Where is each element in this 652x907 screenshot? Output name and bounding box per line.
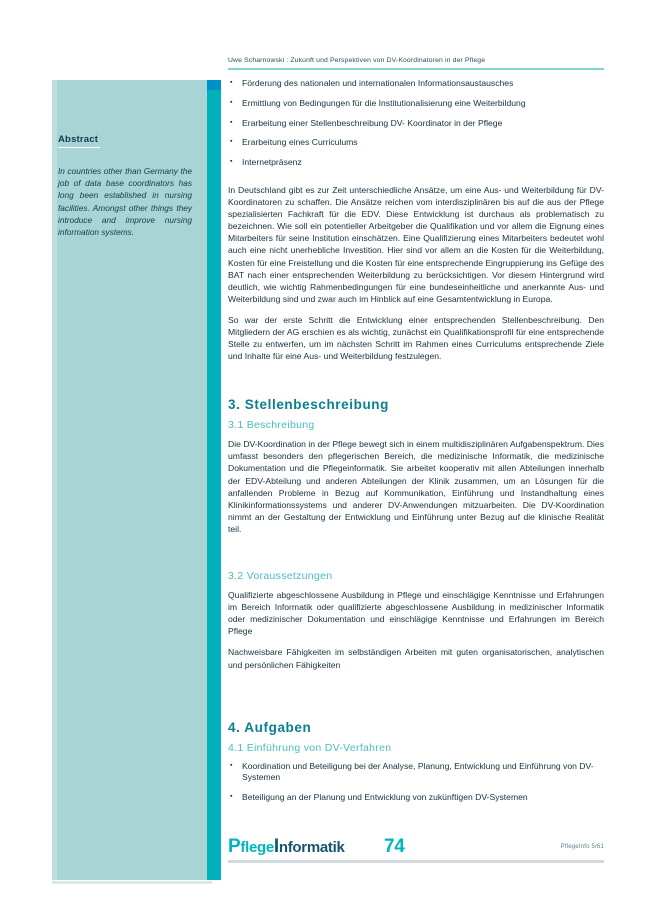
spacer xyxy=(228,735,604,742)
list-item: ▪ Erarbeitung eines Curriculums xyxy=(228,137,604,149)
spacer xyxy=(228,177,604,184)
intro-paragraph-1: In Deutschland gibt es zur Zeit unterschiedliche Ansätze, um eine Aus- und Weiterbildung für DV- Koordinatoren zu schaffen. Die Ansätze reichen vom interdisziplinären bis auf die aus der Pflege spezialisierten Fachkraft für die EDV. Diese Entwicklung ist durchaus als problematisch zu bezeichnen. Wie soll ein potentieller Arbeitgeber die Qualifikation und vor allem die Eignung eines Mitarbeiters für seine Institution einschätzen. Eine Qualifizierung eines Mitarbeiters bedeutet wohl auch eine nicht unerhebliche Investition. Hier sind vor allem an die Kosten für die Weiterbildung, Kosten für eine Freistellung und die Kosten für eine entsprechende Eingruppierung ins Gefüge des BAT nach einer entsprechenden Weiterbildung zu berücksichtigen. Vor diesem Hintergrund wird deutlich, wie wichtig Rahmenbedingungen für eine bundeseinheitliche und anerkannte Aus- und Weiterbildung sind und zwar auch im Hinblick auf eine Gesamtentwicklung in Europa. xyxy=(228,184,604,304)
brand-initial-i: I xyxy=(273,836,279,857)
top-bullet-list xyxy=(228,78,604,169)
journal-brand xyxy=(228,836,345,858)
paragraph-3-1: Die DV-Koordination in der Pflege bewegt sich in einem multidisziplinären Aufgabenspektrum. Dies umfasst besonders den pflegerischen Bereich, die medizinische Informatik, die medizinische Dokumentation und die Pflegeinformatik. Sie arbeitet kooperativ mit allen Abteilungen innerhalb der EDV-Abteilung und anderen Abteilungen der Klinik zusammen, um an Lösungen für die anfallenden Probleme in Bezug auf Kommunikation, Einführung und Instandhaltung eines Klinikinformationssystems und anderer DV-Anwendungen mitzuarbeiten. Die DV-Koordination nimmt an der Gestaltung der Entwicklung und Einführung unter Bezug auf die klinische Realität teil. xyxy=(228,439,604,534)
section-heading-4: 4. Aufgaben xyxy=(228,719,312,735)
spacer xyxy=(228,754,604,761)
list-item: ▪ Beteiligung an der Planung und Entwicklung von zukünftigen DV-Systemen xyxy=(228,792,604,804)
sidebar-accent-stripe-cap xyxy=(207,80,221,90)
list-item: ▪ Förderung des nationalen und internationalen Informationsaustausches xyxy=(228,78,604,90)
abstract-label-underline xyxy=(58,147,100,148)
brand-initial-p: P xyxy=(228,836,241,857)
spacer xyxy=(228,680,604,720)
sidebar-inner-edge xyxy=(52,80,57,880)
list-item: ▪ Erarbeitung einer Stellenbeschreibung DV- Koordinator in der Pflege xyxy=(228,118,604,130)
brand-part-2: nformatik xyxy=(278,839,345,856)
page-footer xyxy=(228,836,604,866)
subsection-heading-4-1: 4.1 Einführung von DV-Verfahren xyxy=(228,741,392,754)
subsection-heading-3-1: 3.1 Beschreibung xyxy=(228,419,315,432)
sidebar-accent-stripe xyxy=(207,80,221,880)
brand-part-1: flege xyxy=(240,839,274,856)
list-item: ▪ Koordination und Beteiligung bei der Analyse, Planung, Entwicklung und Einführung von DV- Systemen xyxy=(228,761,604,785)
list-item: ▪ Internetpräsenz xyxy=(228,157,604,169)
page-number: 74 xyxy=(384,836,405,857)
subsection-heading-3-2: 3.2 Voraussetzungen xyxy=(228,570,333,583)
footer-meta-text: PflegeInfo 5/61 xyxy=(560,844,604,850)
sidebar-bottom-rule xyxy=(52,881,212,884)
abstract-text: In countries other than Germany the job of data base coordinators has long been established in nursing facilities. Amongst other things they introduce and improve nursing information systems. xyxy=(58,166,192,238)
spacer xyxy=(228,412,604,419)
section-heading-3: 3. Stellenbeschreibung xyxy=(228,397,389,413)
spacer xyxy=(228,582,604,589)
spacer xyxy=(228,544,604,570)
section-4-1-bullet-list xyxy=(228,761,604,804)
paragraph-3-2-b: Nachweisbare Fähigkeiten im selbständigen Arbeiten mit guten organisatorischen, analytischen und persönlichen Fähigkeiten xyxy=(228,647,604,670)
running-title: Uwe Scharnowski : Zukunft und Perspektiven von DV-Koordinatoren in der Pflege xyxy=(228,57,486,64)
spacer xyxy=(228,431,604,438)
intro-paragraph-2: So war der erste Schritt die Entwicklung einer entsprechenden Stellenbeschreibung. Den Mitgliedern der AG erschien es als wichtig, zunächst ein Qualifikationsprofil für eine entsprechende Stelle zu entwerfen, um im nächsten Schritt im Rahmen eines Curriculums entsprechende Ziele und Inhalte für eine Aus- und Weiterbildung festzulegen. xyxy=(228,314,604,362)
spacer xyxy=(228,371,604,397)
footer-rule xyxy=(228,860,604,863)
list-item: ▪ Ermittlung von Bedingungen für die Institutionalisierung eine Weiterbildung xyxy=(228,98,604,110)
running-title-rule xyxy=(228,68,604,70)
abstract-label: Abstract xyxy=(58,134,99,145)
main-column xyxy=(228,78,604,812)
paragraph-3-2-a: Qualifizierte abgeschlossene Ausbildung in Pflege und einschlägige Kenntnisse und Erfahrungen im Bereich Informatik oder qualifizierte abgeschlossene Ausbildung in medizinischer Informatik oder medizinischer Dokumentation und einschlägige Kenntnisse und Erfahrungen im Bereich Pflege xyxy=(228,590,604,637)
